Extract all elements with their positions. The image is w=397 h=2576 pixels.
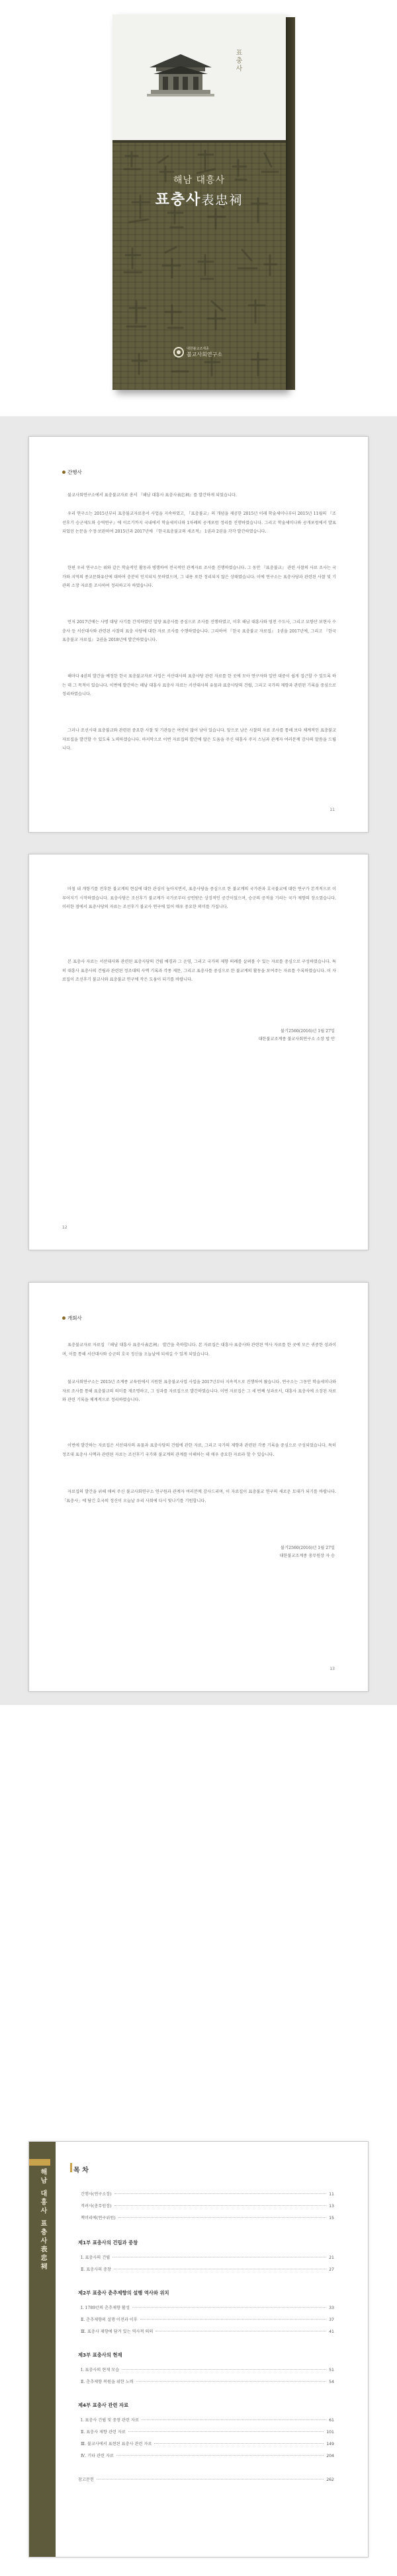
toc-entry[interactable] — [81, 2328, 334, 2334]
toc-entry-label: 책머리에(연구위원) — [81, 2216, 116, 2220]
section-heading-text: 개회사 — [67, 1315, 82, 1321]
toc-entry-label: Ⅳ. 기타 관련 자료 — [81, 2454, 114, 2458]
toc-band-title: 해남 대흥사 표충사表忠祠 — [39, 2168, 46, 2271]
toc-entry[interactable] — [81, 2452, 334, 2458]
leader-dots — [114, 2193, 326, 2194]
toc-entry-page: 15 — [329, 2216, 334, 2220]
toc-entry[interactable] — [81, 2304, 334, 2310]
paragraph: 표충불교자료 자료집 『해남 대흥사 표충사表忠祠』 발간을 축하합니다. 본 자료집은 대흥사 표충사와 관련된 역사 자료를 한 곳에 모은 귀중한 성과이며, 이를 통해 서산대사와 승군의 호국 정신을 오늘날에 되새길 수 있게 되었습니다. — [62, 1343, 336, 1357]
page-number: 11 — [330, 808, 335, 812]
toc-part-title[interactable]: 제3부 표충사의 현재 — [78, 2352, 122, 2358]
leader-dots — [122, 2369, 326, 2370]
toc-entry[interactable] — [81, 2215, 334, 2220]
toc-page — [28, 2141, 369, 2557]
paragraph: 먼저 2017년에는 사명 대당 사기를 간직하였던 밀양 표충사를 중심으로 조사를 진행하였고, 이후 해남 대흥사와 영천 수도사, 그리고 묘향산 보현사 수충사 등 서산대사와 관련된 사찰의 표충 사당에 대한 자료 조사를 수행하였습니다. 그리하여 『한국 표충불교 자료집』 1권을 2017년에, 그리고 『한국 표충불교 자료집』 2권을 2018년에 발간하였습니다. — [62, 620, 336, 643]
toc-entry-label: Ⅱ. 춘추제향의 설행 이전과 이후 — [81, 2318, 138, 2322]
toc-entry[interactable] — [81, 2429, 334, 2435]
paragraph: 해마다 4권의 발간을 예정한 한국 표충불교자료 사업은 서산대사의 표충사당 관련 자료를 한 곳에 모아 연구자와 일반 대중이 쉽게 접근할 수 있도록 하는 데 그 목적이 있습니다. 이번에 발간하는 해남 대흥사 표충사 자료는 서산대사의 유물과 표충사당의 건립, 그리고 국가의 제향과 관련된 기록을 중심으로 정리하였습니다. — [62, 674, 336, 697]
toc-entry[interactable] — [81, 2266, 334, 2272]
toc-entry-label: Ⅰ. 표충사의 현재 모습 — [81, 2368, 120, 2372]
leader-dots — [140, 2319, 326, 2320]
congrats-date: 불기2560(2016)년 1월 27일 — [281, 1546, 335, 1550]
toc-entry-label: 간행사(연구소장) — [81, 2192, 112, 2197]
toc-entry-page: 61 — [329, 2418, 334, 2423]
toc-color-tab — [29, 2159, 50, 2166]
paragraph: 이번에 발간하는 자료집은 서산대사의 유물과 표충사당의 건립에 관한 자료, 그리고 국가의 제향과 관련된 각종 기록을 중심으로 구성되었습니다. 특히 정조대 표충사 사액과 관련된 자료는 조선후기 국가와 불교계의 관계를 이해하는 데 매우 중요한 자료라 할 수 있습니다. — [62, 1443, 336, 1457]
congrats-signature: 대한불교조계종 총무원장 자 승 — [279, 1554, 335, 1558]
leader-dots — [154, 2443, 324, 2444]
leader-dots — [128, 2431, 324, 2432]
toc-entry[interactable] — [78, 2476, 334, 2482]
toc-entry[interactable] — [81, 2254, 334, 2260]
congrats-signature-block — [279, 1544, 335, 1560]
toc-entry[interactable] — [81, 2203, 334, 2209]
book-cover-section — [0, 0, 397, 416]
congratulatory-page — [28, 1282, 369, 1692]
cover-title-hangul: 표충사 — [155, 192, 202, 208]
publisher-logo-icon — [173, 347, 184, 358]
toc-entry-page: 11 — [329, 2192, 334, 2197]
toc-entry-page: 149 — [326, 2442, 334, 2446]
toc-entry-label: Ⅲ. 표충사 제향에 담겨 있는 역사적 의의 — [81, 2330, 154, 2334]
toc-entry-page: 13 — [329, 2204, 334, 2209]
toc-entry-label: Ⅰ. 1789년의 춘추제향 활성 — [81, 2306, 130, 2310]
leader-dots — [97, 2479, 324, 2480]
toc-entry[interactable] — [81, 2417, 334, 2423]
toc-entry[interactable] — [81, 2191, 334, 2197]
paragraph: 마침 내 개항기를 전후한 불교계의 현실에 대한 관심이 높아지면서, 표충사당을 중심으로 한 불교계의 국가관과 호국불교에 대한 연구가 본격적으로 이루어지기 시작하였습니다. 표충사당은 조선후기 불교계가 국가로부터 공인받은 상징적인 공간이었으며, 승군의 공적을 기리는 국가 제향의 장소였습니다. 이러한 점에서 표충사당의 자료는 조선후기 불교사 연구에 있어 매우 중요한 의미를 가집니다. — [62, 887, 336, 910]
toc-title-marker — [70, 2163, 72, 2172]
bullet-icon — [62, 1316, 66, 1320]
toc-entry-page: 101 — [326, 2430, 334, 2435]
toc-entry-page: 262 — [326, 2478, 334, 2482]
leader-dots — [136, 2381, 326, 2382]
publisher-name: 불교사회연구소 — [187, 352, 223, 358]
toc-part-title[interactable]: 제4부 표충사 관련 자료 — [78, 2402, 129, 2408]
leader-dots — [116, 2455, 324, 2456]
leader-dots — [118, 2217, 326, 2218]
paragraph: 그러나 조선시대 표충불교와 관련된 중요한 사찰 및 기관들은 여전히 많이 남아 있습니다. 앞으로 남은 사찰의 자료 조사를 통해 보다 체계적인 표충불교 자료집을 발간할 수 있도록 노력하겠습니다. 마지막으로 이번 자료집의 발간에 많은 도움을 주신 대흥사 주지 스님과 관계자 여러분께 감사의 말씀을 드립니다. — [62, 728, 336, 751]
paragraph: 자료집의 발간을 위해 애써 주신 불교사회연구소 연구원과 관계자 여러분께 감사드리며, 이 자료집이 표충불교 연구의 새로운 토대가 되기를 바랍니다. 「표충사」에 담긴 호국의 정신이 오늘날 우리 사회에 다시 빛나기를 기원합니다. — [62, 1490, 336, 1503]
toc-entry-page: 41 — [329, 2330, 334, 2334]
toc-entry-page: 54 — [329, 2380, 334, 2384]
cover-subtitle: 해남 대흥사 — [173, 175, 226, 186]
toc-entry-label: 참고문헌 — [78, 2478, 94, 2482]
page-number: 13 — [330, 1667, 335, 1671]
paragraph: 한편 우리 연구소는 위와 같은 학술적인 활동과 병행하여 전국적인 관계자료 조사를 진행하였습니다. 그 동안 『표충불교』 관련 사찰의 사료 조사는 국가와 지역의 종교문화유산에 대하여 충분히 인지되지 못하였으며, 그 내용 또한 정리되지 않은 상태였습니다. 이에 연구소는 표충사당과 관련된 사찰 및 기관의 소장 자료를 조사하여 정리하고자 하였습니다. — [62, 566, 336, 589]
page-number: 12 — [62, 1225, 67, 1230]
preface-page-2 — [28, 854, 369, 1250]
toc-entry-label: Ⅲ. 불교사에서 표현된 표충사 관련 자료 — [81, 2442, 152, 2446]
toc-entry-label: Ⅱ. 표충사 제향 관련 자료 — [81, 2430, 126, 2435]
toc-entry-page: 204 — [326, 2454, 334, 2458]
toc-title: 목 차 — [73, 2167, 89, 2174]
section-heading — [62, 469, 82, 476]
leader-dots — [132, 2307, 326, 2308]
toc-entry-page: 21 — [329, 2255, 334, 2260]
section-heading — [62, 1314, 82, 1322]
paragraph: 불교사회연구소는 2015년 조계종 교육원에서 지원한 표충불교사업 사업을 2017년부터 지속적으로 진행하여 왔습니다. 연구소는 그동안 학술세미나와 자료 조사를 통해 표충불교의 의미를 재조명하고, 그 성과를 자료집으로 발간하였습니다. 이번 자료집은 그 세 번째 성과로서, 대흥사 표충사에 소장된 자료와 관련 기록을 체계적으로 정리하였습니다. — [62, 1380, 336, 1403]
toc-entry-label: Ⅱ. 표충사의 중창 — [81, 2267, 111, 2272]
bullet-icon — [62, 471, 66, 474]
publisher-text — [187, 346, 222, 358]
publisher-org: 대한불교조계종 — [187, 347, 209, 351]
temple-illustration — [144, 42, 217, 102]
toc-entry-label: Ⅰ. 표충사 건립 및 중창 관련 자료 — [81, 2418, 139, 2423]
toc-part-title[interactable]: 제2부 표충사 춘추제향의 설행 역사와 위치 — [78, 2290, 169, 2296]
toc-entry[interactable] — [81, 2367, 334, 2372]
toc-entry[interactable] — [81, 2378, 334, 2384]
preface-signature-block — [259, 1028, 335, 1043]
paragraph: 우리 연구소는 2015년부터 표충불교자료총서 사업을 지속하였고, 『표충불교』의 개념을 제공한 2015년 이래 학술세미나부터 2015년 11월의 『조선후기 승군제도와 승역연구』에 이르기까지 국내에서 학술세미나와 1차례의 공개포럼 정리를 진행하였습니다. 그리고 학술세미나와 공개포럼에서 발표되었던 논문을 수정·보완하여 2015년과 2017년에 『한국표충불교의 세조적』 1권과 2권을 각각 발간하였습니다. — [62, 511, 336, 535]
leader-dots — [142, 2419, 326, 2420]
toc-entry-label: Ⅰ. 표충사의 건립 — [81, 2255, 110, 2260]
toc-entry-label: 격려사(총무원장) — [81, 2204, 112, 2209]
book-spine — [286, 17, 295, 390]
toc-entry-page: 33 — [329, 2306, 334, 2310]
toc-entry-page: 27 — [329, 2267, 334, 2272]
leader-dots — [114, 2205, 326, 2206]
toc-side-band — [29, 2142, 56, 2557]
toc-entry-label: Ⅱ. 춘추제향 복원을 위한 노력 — [81, 2380, 134, 2384]
section-heading-text: 간행사 — [67, 469, 82, 475]
paragraph: 본 표충사 자료는 서산대사와 관련된 표충사당의 건립 배경과 그 운영, 그리고 국가의 제향 의례를 살펴볼 수 있는 자료를 중심으로 구성하였습니다. 특히 대흥사 표충사의 건립과 관련된 정조대의 사액 기록과 각종 제문, 그리고 표충사를 중심으로 한 불교계의 활동을 보여주는 자료를 수록하였습니다. 이 자료집이 조선후기 불교사와 표충불교 연구에 작은 도움이 되기를 바랍니다. — [62, 960, 336, 983]
paragraph: 불교사회연구소에서 표충불교자료 총서 『해남 대흥사 표충사表忠祠』를 발간하게 되었습니다. — [67, 493, 237, 498]
preface-page-1 — [28, 436, 369, 833]
toc-entry-page: 37 — [329, 2318, 334, 2322]
publisher-mark — [173, 346, 222, 358]
toc-part-title[interactable]: 제1부 표충사의 건립과 중창 — [78, 2240, 138, 2246]
toc-entry[interactable] — [81, 2316, 334, 2322]
preface-date: 불기2560(2016)년 1월 27일 — [281, 1029, 335, 1034]
cover-title — [112, 188, 286, 209]
toc-entry-page: 51 — [329, 2368, 334, 2372]
cover-title-hanja: 表忠祠 — [201, 193, 243, 208]
cover-vertical-title: 표충사 — [234, 49, 242, 73]
preface-signature: 대한불교조계종 불교사회연구소 소장 법 안 — [258, 1037, 335, 1042]
toc-entry[interactable] — [81, 2441, 334, 2446]
